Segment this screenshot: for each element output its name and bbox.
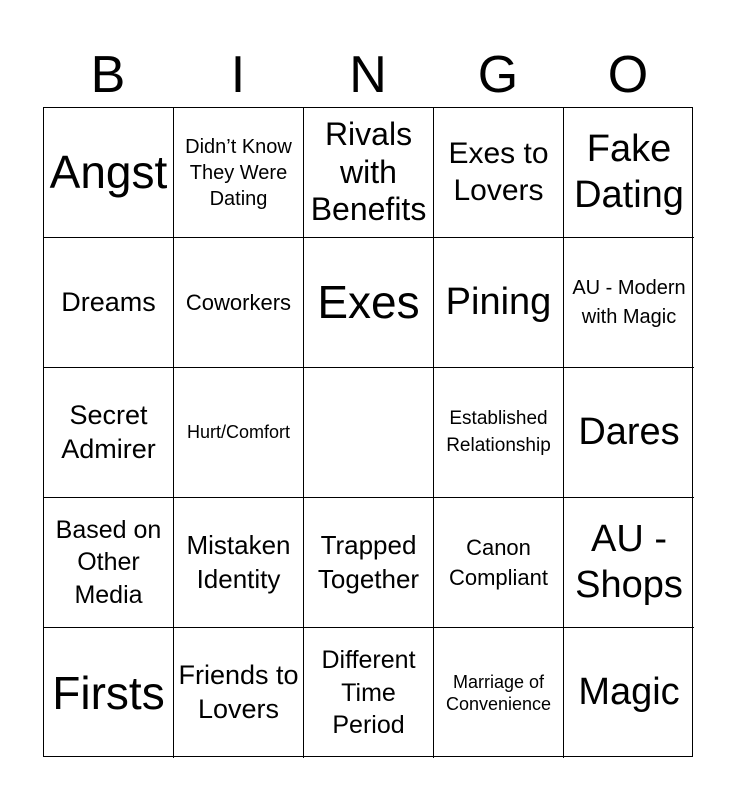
bingo-cell-1-5[interactable]: Fake Dating (564, 108, 694, 238)
bingo-cell-3-5[interactable]: Dares (564, 368, 694, 498)
bingo-cell-4-1[interactable]: Based on Other Media (44, 498, 174, 628)
bingo-header (43, 44, 693, 106)
bingo-cell-5-2[interactable]: Friends to Lovers (174, 628, 304, 758)
bingo-cell-5-3[interactable]: Different Time Period (304, 628, 434, 758)
bingo-board (43, 107, 693, 757)
bingo-cell-2-4[interactable]: Pining (434, 238, 564, 368)
header-letter-n: N (349, 46, 387, 104)
bingo-cell-1-1[interactable]: Angst (44, 108, 174, 238)
bingo-cell-2-1[interactable]: Dreams (44, 238, 174, 368)
bingo-cell-4-3[interactable]: Trapped Together (304, 498, 434, 628)
header-letter-o: O (607, 46, 649, 104)
bingo-cell-1-2[interactable]: Didn’t Know They Were Dating (174, 108, 304, 238)
bingo-cell-2-3[interactable]: Exes (304, 238, 434, 368)
bingo-cell-1-3[interactable]: Rivals with Benefits (304, 108, 434, 238)
bingo-cell-4-5[interactable]: AU - Shops (564, 498, 694, 628)
bingo-cell-5-5[interactable]: Magic (578, 671, 680, 714)
header-letter-g: G (477, 46, 519, 104)
bingo-cell-2-2[interactable]: Coworkers (174, 238, 304, 368)
bingo-cell-5-1[interactable]: Firsts (44, 628, 174, 758)
bingo-cell-3-3[interactable] (304, 368, 434, 498)
header-letter-b: B (90, 46, 126, 104)
bingo-cell-3-1[interactable]: Secret Admirer (44, 368, 174, 498)
bingo-cell-5-4[interactable]: Marriage of Convenience (434, 628, 564, 758)
bingo-cell-1-4[interactable]: Exes to Lovers (434, 108, 564, 238)
bingo-cell-4-2[interactable]: Mistaken Identity (174, 498, 304, 628)
bingo-cell-3-2[interactable]: Hurt/Comfort (174, 368, 304, 498)
bingo-cell-4-4[interactable]: Canon Compliant (434, 498, 564, 628)
header-letter-i: I (230, 46, 246, 104)
bingo-cell-2-5[interactable]: AU - Modern with Magic (564, 238, 694, 368)
bingo-cell-3-4[interactable]: Established Relationship (434, 368, 564, 498)
